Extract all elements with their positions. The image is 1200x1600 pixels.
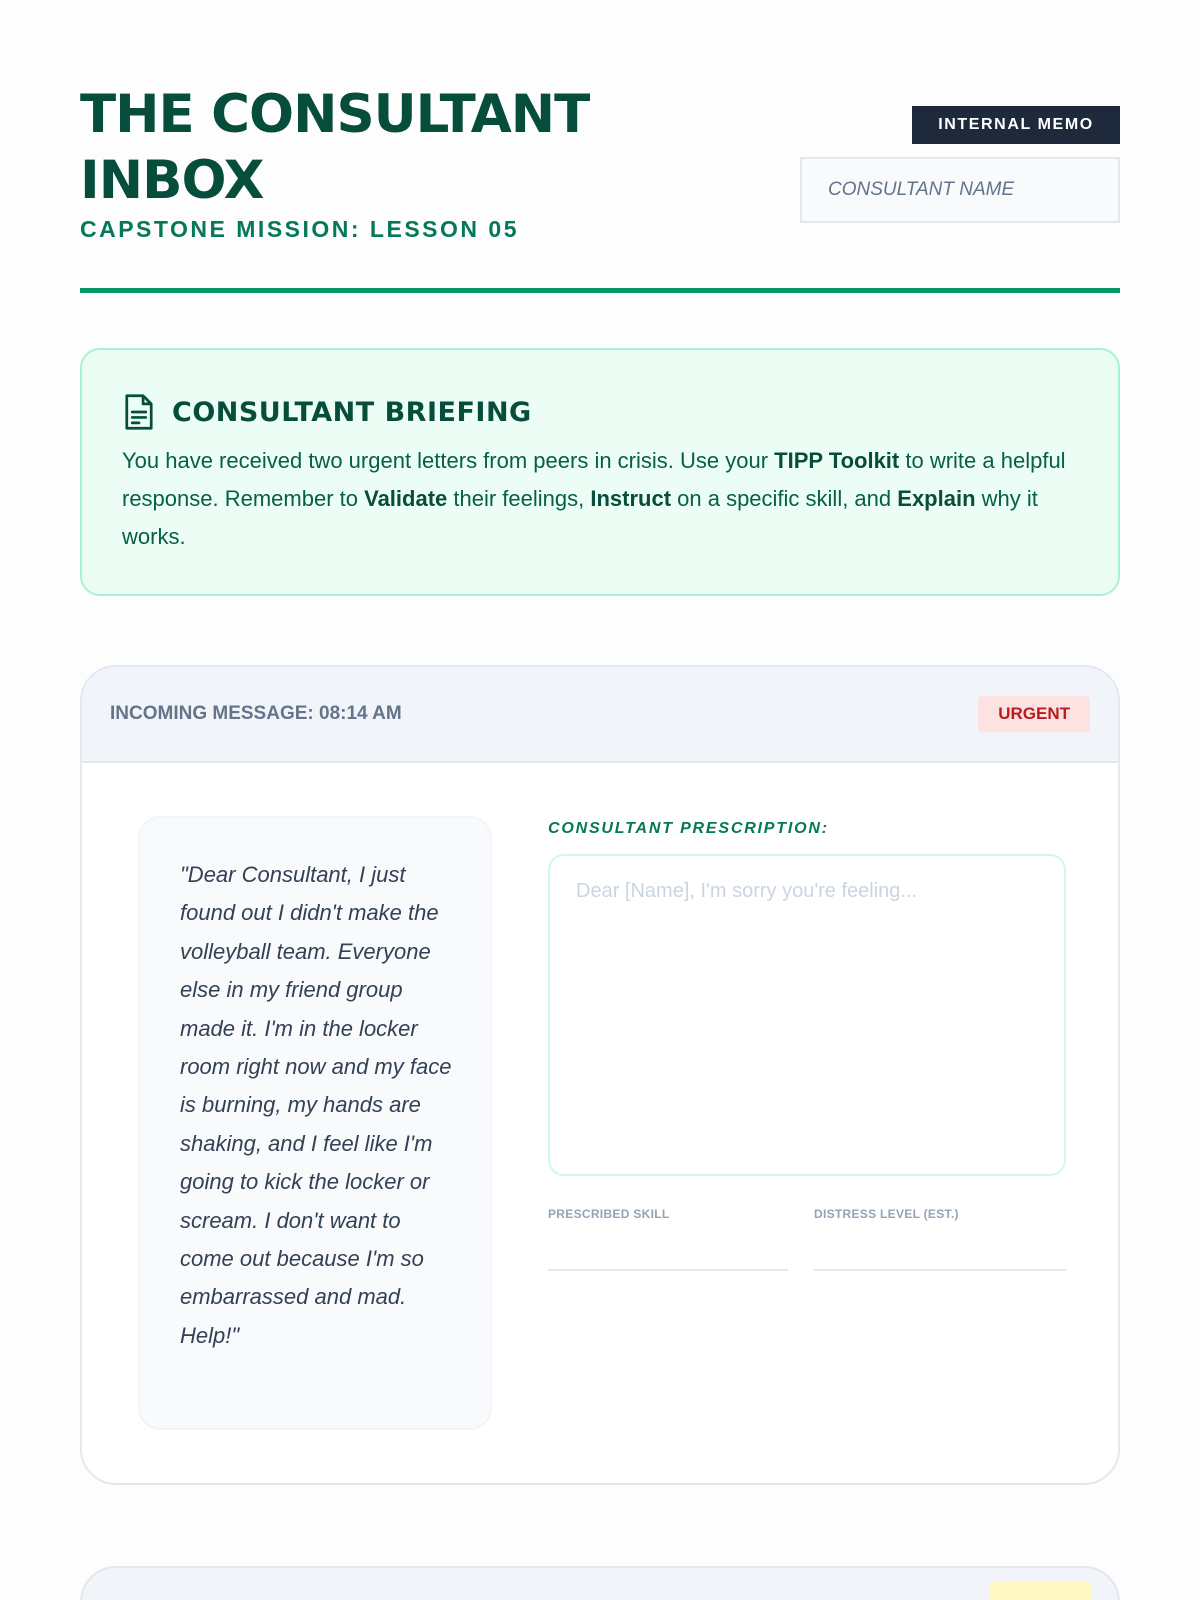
prescribed-skill-input[interactable] xyxy=(548,1227,788,1271)
consultant-name-input[interactable] xyxy=(800,157,1120,223)
consultant-briefing-panel xyxy=(80,348,1120,596)
briefing-keyword-explain: Explain xyxy=(897,486,976,511)
second-message-badge xyxy=(990,1582,1092,1600)
internal-memo-badge: INTERNAL MEMO xyxy=(912,106,1120,144)
page-subtitle: CAPSTONE MISSION: LESSON 05 xyxy=(80,216,519,242)
briefing-text-part: why it works. xyxy=(122,486,1038,549)
briefing-text-part: to write a helpful response. Remember to xyxy=(122,448,1066,511)
prescription-textarea[interactable] xyxy=(548,854,1066,1176)
briefing-keyword-validate: Validate xyxy=(364,486,448,511)
document-icon xyxy=(122,393,156,431)
prescription-label: CONSULTANT PRESCRIPTION: xyxy=(548,820,829,837)
urgent-badge: URGENT xyxy=(978,696,1090,732)
peer-letter: "Dear Consultant, I just found out I didn't make the volleyball team. Everyone else in my friend group made it. I'm in the locker room right now and my face is burning, my hands are shaking, and I feel like I'm going to kick the locker or scream. I don't want to come out because I'm so embarrassed and mad. Help!" xyxy=(138,816,492,1430)
distress-level-label: DISTRESS LEVEL (EST.) xyxy=(814,1207,959,1221)
message-card xyxy=(80,665,1120,1485)
briefing-text xyxy=(122,442,1078,556)
briefing-text-part: You have received two urgent letters from peers in crisis. Use your xyxy=(122,448,775,473)
page-title: THE CONSULTANT INBOX xyxy=(80,84,590,211)
briefing-text-part: their feelings, xyxy=(447,486,591,511)
message-timestamp: INCOMING MESSAGE: 08:14 AM xyxy=(110,703,402,724)
prescribed-skill-label: PRESCRIBED SKILL xyxy=(548,1207,670,1221)
briefing-title: CONSULTANT BRIEFING xyxy=(172,396,532,428)
briefing-keyword-instruct: Instruct xyxy=(590,486,672,511)
header-divider xyxy=(80,288,1120,293)
briefing-keyword-tipp: TIPP Toolkit xyxy=(774,448,900,473)
distress-level-input[interactable] xyxy=(814,1227,1066,1271)
second-message-card xyxy=(80,1566,1120,1600)
briefing-header xyxy=(122,390,1078,434)
page-header xyxy=(80,0,1120,296)
briefing-text-part: on a specific skill, and xyxy=(671,486,898,511)
message-card-header xyxy=(82,667,1118,763)
